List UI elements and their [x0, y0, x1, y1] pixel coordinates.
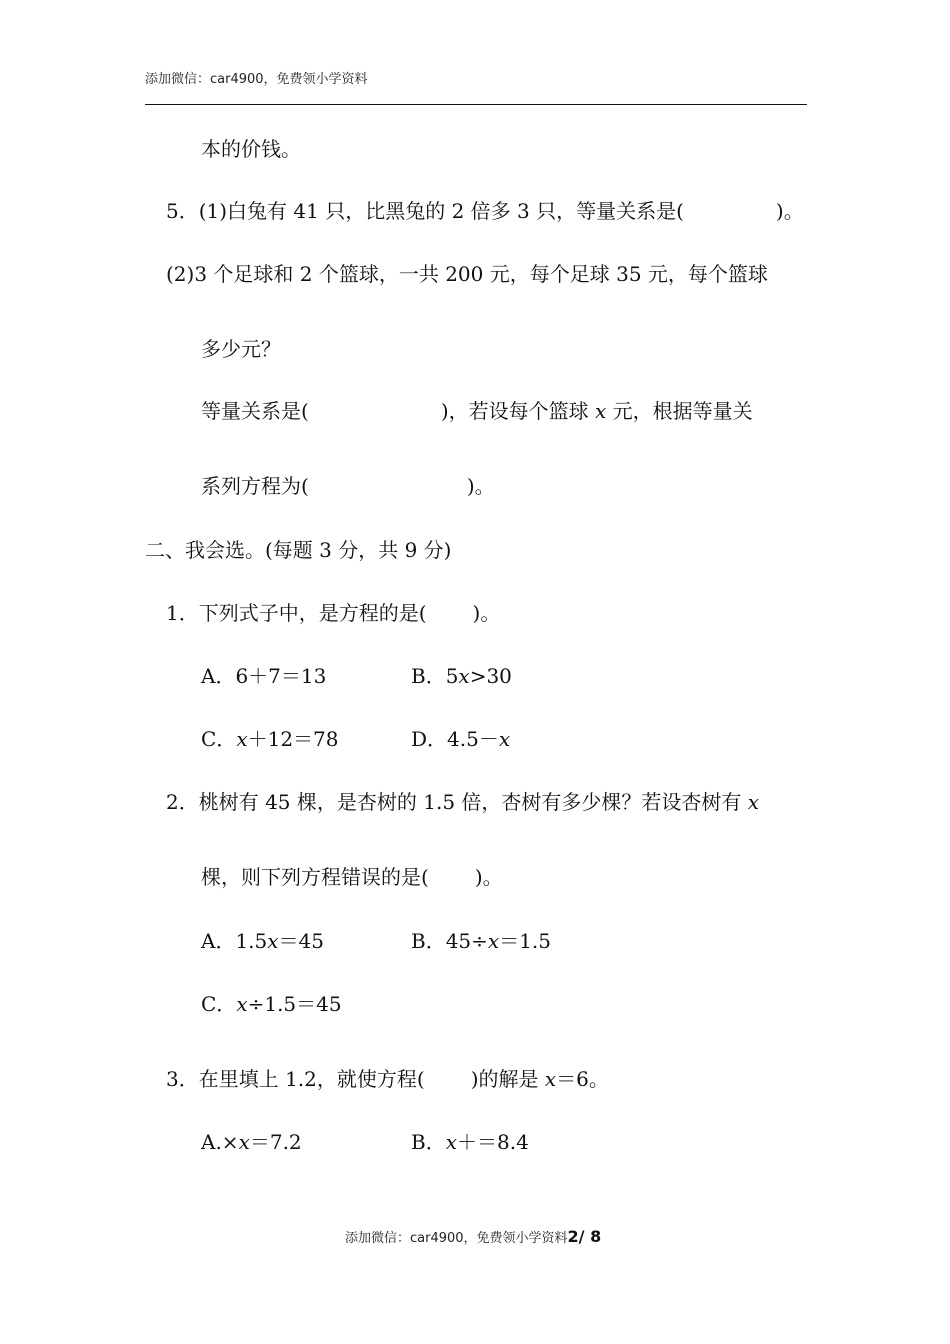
variable-x: x	[487, 929, 500, 953]
q3-option-a-prefix: A.×	[201, 1130, 239, 1154]
question-3-stem	[166, 1066, 609, 1092]
variable-x: x	[236, 992, 248, 1016]
q1-option-a: A．6＋7＝13	[201, 664, 327, 688]
q2-option-c-suffix: ÷1.5＝45	[247, 992, 342, 1016]
q5-1-text: 5．(1)白兔有 41 只，比黑兔的 2 倍多 3 只，等量关系是(	[166, 199, 684, 223]
page-header: 添加微信：car4900，免费领小学资料	[145, 72, 368, 87]
q3-end: ＝6。	[556, 1067, 609, 1091]
q5-2-equation-label: 系列方程为(	[201, 474, 309, 498]
q1-end: )。	[472, 601, 501, 625]
variable-x: x	[544, 1067, 557, 1091]
q5-2-text-end: 元，根据等量关	[606, 399, 753, 423]
q2-option-a-prefix: A．1.5	[201, 929, 268, 953]
variable-x: x	[594, 399, 607, 423]
question-2-line-2	[201, 864, 503, 890]
variable-x: x	[238, 1130, 250, 1154]
q1-option-b	[411, 663, 512, 689]
q5-1-end: )。	[775, 199, 804, 223]
question-5-part-2-line-2: 多少元？	[201, 337, 281, 361]
q2-option-a	[201, 928, 324, 954]
q2-end: )。	[474, 865, 503, 889]
q2-option-a-suffix: ＝45	[278, 929, 324, 953]
q3-option-a	[201, 1129, 302, 1155]
q3-option-b	[411, 1129, 529, 1155]
q1-option-c-prefix: C．	[201, 727, 237, 751]
question-2-line-1	[166, 789, 759, 815]
q1-option-d	[411, 726, 510, 752]
q1-text: 1．下列式子中，是方程的是(	[166, 601, 427, 625]
q2-option-b	[411, 928, 551, 954]
variable-x: x	[498, 727, 511, 751]
q1-option-b-prefix: B．5	[411, 664, 459, 688]
variable-x: x	[236, 727, 248, 751]
q1-option-d-prefix: D．4.5－	[411, 727, 499, 751]
q1-option-b-suffix: >30	[469, 664, 512, 688]
page-number: 2/ 8	[567, 1227, 602, 1246]
q3-option-a-suffix: ＝7.2	[249, 1130, 302, 1154]
q5-2-relation-label: 等量关系是(	[201, 399, 309, 423]
header-divider	[145, 104, 807, 105]
q1-option-c-suffix: ＋12＝78	[247, 727, 339, 751]
q2-option-c-prefix: C．	[201, 992, 237, 1016]
variable-x: x	[458, 664, 470, 688]
q1-option-c	[201, 726, 339, 752]
q3-option-b-suffix: ＋＝8.4	[456, 1130, 529, 1154]
q2-text-2: 棵，则下列方程错误的是(	[201, 865, 429, 889]
question-1-stem	[166, 600, 500, 626]
q2-option-b-suffix: ＝1.5	[499, 929, 551, 953]
variable-x: x	[445, 1130, 457, 1154]
q3-text-2: )的解是	[470, 1067, 545, 1091]
variable-x: x	[267, 929, 279, 953]
section-2-heading: 二、我会选。(每题 3 分，共 9 分)	[145, 538, 452, 562]
q3-option-b-prefix: B．	[411, 1130, 446, 1154]
question-5-part-2-line-4	[201, 473, 495, 499]
q5-2-equation-end: )。	[466, 474, 495, 498]
q2-option-b-prefix: B．45÷	[411, 929, 488, 953]
q2-option-c	[201, 991, 342, 1017]
question-5-part-2-line-3	[201, 398, 753, 424]
q3-text: 3．在里填上 1.2，就使方程(	[166, 1067, 425, 1091]
variable-x: x	[747, 790, 760, 814]
question-5-part-2-line-1: (2)3 个足球和 2 个篮球，一共 200 元，每个足球 35 元，每个篮球	[166, 262, 768, 286]
question-5-part-1	[166, 198, 804, 224]
q2-text: 2．桃树有 45 棵，是杏树的 1.5 倍，杏树有多少棵？若设杏树有	[166, 790, 748, 814]
q5-2-text: )，若设每个篮球	[440, 399, 595, 423]
footer-text: 添加微信：car4900，免费领小学资料	[345, 1231, 568, 1246]
page-footer	[345, 1227, 601, 1246]
continued-line: 本的价钱。	[201, 137, 301, 161]
